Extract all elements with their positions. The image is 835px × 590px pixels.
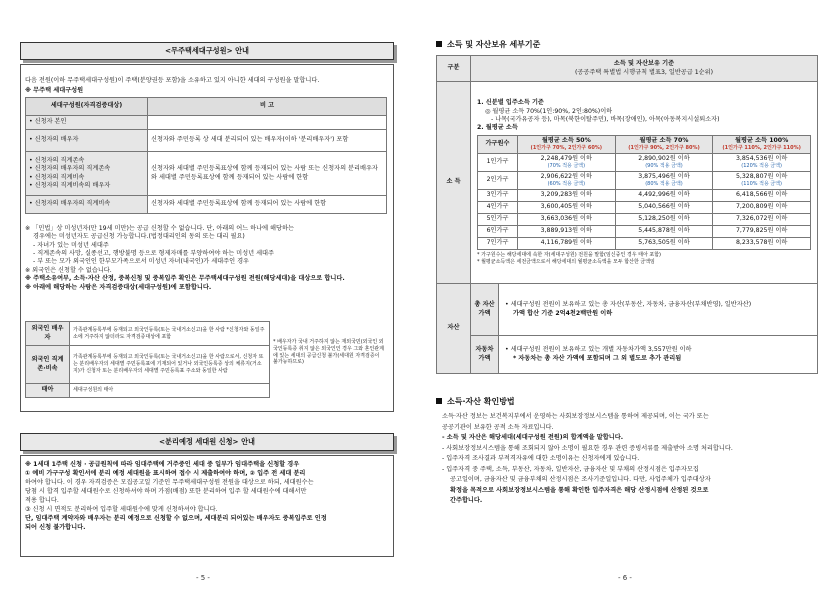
foreign-label: 태아 bbox=[26, 384, 70, 398]
income-value: 3,889,913원 이하 bbox=[518, 226, 616, 238]
income-note: * 월평균소득액은 세전금액으로서 해당세대의 월평균소득액을 모두 합산한 금액임 bbox=[477, 258, 655, 265]
foreign-side-note: * 배우자가 국내 거주하지 않는 재외국민(외국인 외국인등록증 취지 않은 외국인인 경우 그와 혼인관계에 있는 세대의 공급신청 불가(세대원 자격검증이 불가능하므로) bbox=[273, 339, 384, 366]
box2-line: 적용 합니다. bbox=[25, 496, 59, 504]
square-bullet-icon bbox=[436, 398, 442, 404]
income-col-header: 월평균 소득 70% (1인가구 90%, 2인가구 80%) bbox=[615, 135, 713, 153]
income-value: 2,248,479원 이하 (70% 적용 금액) bbox=[518, 153, 616, 171]
box2-line: ① 예비 가구구성 확인서에 분리 예정 세대원을 표시하여 접수 시 제출하여야 하며, ② 입주 전 세대 분리 bbox=[25, 469, 306, 477]
table-row bbox=[26, 116, 387, 130]
box2-line: 하여야 합니다. 이 경우 자격검증은 모집공고일 기준인 무주택세대구성원 전원을 대상으로 하되, 세대원수는 bbox=[25, 478, 314, 486]
income-value: 6,418,566원 이하 bbox=[713, 190, 811, 202]
income-value: 3,600,405원 이하 bbox=[518, 202, 616, 214]
income-value: 5,328,807원 이하 (110% 적용 금액) bbox=[713, 172, 811, 190]
income-table bbox=[477, 135, 811, 250]
page-number: - 5 - bbox=[196, 574, 210, 582]
box2-line: 단, 임대주택 계약자와 배우자는 분리 예정으로 신청할 수 없으며, 세대분리 되어있는 배우자도 중복입주로 인정 bbox=[25, 514, 327, 522]
notes-block bbox=[25, 225, 389, 292]
def-line: - 나목(국가유공자 등), 마목(북한이탈주민), 바목(장애인), 아목(아동복지시설퇴소자) bbox=[491, 116, 720, 124]
income-value: 2,890,902원 이하 (90% 적용 금액) bbox=[615, 153, 713, 171]
household-size: 3인가구 bbox=[478, 190, 518, 202]
square-bullet-icon bbox=[436, 41, 442, 47]
page-6 bbox=[418, 0, 835, 590]
household-size: 7인가구 bbox=[478, 238, 518, 250]
section1-heading bbox=[436, 40, 540, 51]
box2-line: ③ 신청 시 면적도 분리하여 입주할 세대원수에 맞게 신청하셔야 합니다. bbox=[25, 505, 218, 513]
check-line: 확정을 목적으로 사회보장정보시스템을 통해 확인한 입주자격은 해당 산정시점에 산정된 것으로 bbox=[450, 486, 709, 494]
table-row bbox=[26, 130, 387, 152]
income-note: * 가구원수는 해당세대에 속한 자(세대구성원) 전원을 말함(임신중인 경우 태아 포함) bbox=[477, 252, 662, 259]
note-line: ※ 「민법」상 미성년자(만 19세 미만)는 공급 신청할 수 없습니다. 단, 아래의 어느 하나에 해당하는 bbox=[25, 225, 294, 232]
section2-title: 소득·자산 확인방법 bbox=[447, 397, 515, 406]
note-line: 경우에는 미성년자도 공급신청 가능합니다.(법정대리인의 동의 또는 대리 필요) bbox=[33, 233, 245, 241]
table-row bbox=[478, 172, 811, 190]
income-value: 5,445,878원 이하 bbox=[615, 226, 713, 238]
income-col-header: 월평균 소득 50% (1인가구 70%, 2인가구 60%) bbox=[518, 135, 616, 153]
household-size: 6인가구 bbox=[478, 226, 518, 238]
member-note: 신청자와 세대별 주민등록표상에 함께 등재되어 있는 사람에 한함 bbox=[148, 196, 387, 214]
household-size: 1인가구 bbox=[478, 153, 518, 171]
car-line: • 세대구성원 전원이 보유하고 있는 개별 자동차가액 3,557만원 이하 bbox=[505, 346, 692, 354]
foreign-text: 가족관계등록부에 등재되고 외국인등록(또는 국내거소신고)을 한 사람으로서, 신청자 또는 분리배우자의 세대별 주민등록표에 기재되어 있거나 외국인등록증 상의 체류지(거소지)가 신청자 또는 분리배우자의 세대별 주민등록표 주소와 동일한 사람 bbox=[70, 346, 270, 384]
income-value: 7,200,809원 이하 bbox=[713, 202, 811, 214]
section1-title: 소득 및 자산보유 세부기준 bbox=[447, 40, 541, 49]
member-who-line: • 신청자의 직계존속 bbox=[29, 156, 85, 164]
check-line: 간주합니다. bbox=[450, 497, 483, 505]
income-value: 5,040,566원 이하 bbox=[615, 202, 713, 214]
check-line: - 입주자격 조사결과 부적격자유에 대한 소명이유는 신청자에게 있습니다. bbox=[442, 455, 640, 463]
income-value: 2,906,622원 이하 (60% 적용 금액) bbox=[518, 172, 616, 190]
table-row bbox=[478, 226, 811, 238]
member-table-header: 비 고 bbox=[148, 98, 387, 116]
box2-body bbox=[25, 461, 389, 533]
page-number: - 6 - bbox=[618, 574, 632, 582]
table-row bbox=[478, 238, 811, 250]
table-row bbox=[478, 214, 811, 226]
income-label: 소 득 bbox=[437, 82, 471, 284]
def-line: ◎ 월평균 소득 70%(1인:90%, 2인:80%)이하 bbox=[485, 107, 613, 115]
foreign-table bbox=[25, 321, 387, 398]
member-who: • 신청자의 배우자의 직계비속 bbox=[26, 196, 148, 214]
income-value: 3,875,496원 이하 (80% 적용 금액) bbox=[615, 172, 713, 190]
income-value: 8,233,578원 이하 bbox=[713, 238, 811, 250]
car-cell bbox=[499, 336, 818, 374]
note-line: ※ 아래에 해당하는 사람은 자격검증대상(세대구성원)에 포함합니다. bbox=[25, 283, 212, 291]
income-value: 5,763,505원 이하 bbox=[615, 238, 713, 250]
foreign-text: 세대구성원의 태아 bbox=[70, 384, 270, 398]
household-size: 2인가구 bbox=[478, 172, 518, 190]
member-who-line: • 신청자의 직계비속의 배우자 bbox=[29, 181, 111, 189]
box1-frame bbox=[20, 64, 394, 412]
income-col-header: 월평균 소득 100% (1인가구 110%, 2인가구 110%) bbox=[713, 135, 811, 153]
check-line: - 소득 및 자산은 해당세대(세대구성원 전원)의 합계액을 말합니다. bbox=[442, 434, 624, 442]
income-value: 7,779,825원 이하 bbox=[713, 226, 811, 238]
member-table-header: 세대구성원(자격검증대상) bbox=[26, 98, 148, 116]
income-value: 3,209,283원 이하 bbox=[518, 190, 616, 202]
car-line: * 자동차는 총 자산 가액에 포함되며 그 외 별도로 추가 관리됨 bbox=[513, 354, 682, 362]
note-line: - 부 또는 모가 외국인인 한부모가족으로서 미성년 자녀(내국인)가 세대주인 경우 bbox=[33, 258, 250, 266]
def-line: 2. 월평균 소득 bbox=[477, 124, 518, 132]
box2-line: ※ 1세대 1주택 신청 · 공급원칙에 따라 임대주택에 거주중인 세대 중 일부가 임대주택을 신청할 경우 bbox=[25, 461, 300, 468]
foreign-label: 외국인 배우자 bbox=[26, 322, 70, 346]
table-row bbox=[26, 384, 388, 398]
household-size: 5인가구 bbox=[478, 214, 518, 226]
member-who-line: • 신청자의 배우자의 직계존속 bbox=[29, 165, 111, 173]
box1-title: <무주택세대구성원> 안내 bbox=[20, 42, 394, 60]
car-label: 자동차 가액 bbox=[471, 336, 499, 374]
note-line: - 직계존속의 사망, 실종선고, 행방불명 등으로 형제자매를 부양하여야 하는 미성년 세대주 bbox=[33, 250, 275, 258]
income-value: 4,492,996원 이하 bbox=[615, 190, 713, 202]
check-line: 공공기관이 보유한 공적 소득 자료입니다. bbox=[442, 423, 554, 431]
total-asset-line: 가액 합산 기준 2억4천2백만원 이하 bbox=[513, 309, 613, 317]
income-col-header: 가구원수 bbox=[478, 135, 518, 153]
note-line: - 자녀가 있는 미성년 세대주 bbox=[33, 241, 109, 249]
member-who: • 신청자의 배우자 bbox=[26, 130, 148, 152]
check-line: - 입주자격 중 주택, 소득, 부동산, 자동차, 일반자산, 금융자산 및 부채의 산정시점은 입주자모집 bbox=[442, 465, 699, 473]
check-method-body bbox=[442, 412, 820, 507]
box2-line: 되어 신청 불가합니다. bbox=[25, 523, 86, 531]
household-size: 4인가구 bbox=[478, 202, 518, 214]
total-asset-line: • 세대구성원 전원이 보유하고 있는 총 자산(부동산, 자동차, 금융자산(부채반영), 일반자산) bbox=[505, 301, 752, 309]
income-value: 3,854,536원 이하 (120% 적용 금액) bbox=[713, 153, 811, 171]
income-value: 4,116,789원 이하 bbox=[518, 238, 616, 250]
income-value: 3,663,036원 이하 bbox=[518, 214, 616, 226]
check-line: - 사회보장정보시스템을 통해 조회되지 않아 소명이 필요한 경우 관련 증빙서류를 제출받아 소명 처리합니다. bbox=[442, 444, 733, 452]
box2-title: <분리예정 세대원 신청> 안내 bbox=[20, 433, 394, 451]
foreign-text: 가족관계등록부에 등재되고 외국인등록(또는 국내거소신고)을 한 사람 *신청자와 동일주소에 거주하지 않더라도 자격검증대상에 포함 bbox=[70, 322, 270, 346]
col-header-standard bbox=[471, 56, 818, 82]
note-line: ※ 외국인은 신청할 수 없습니다. bbox=[25, 266, 112, 274]
income-asset-table bbox=[436, 55, 818, 374]
note-line: ※ 주택소유여부, 소득·자산 산정, 중복신청 및 중복입주 확인은 무주택세대구성원 전원(해당세대)을 대상으로 합니다. bbox=[25, 275, 345, 283]
col-header-category: 구분 bbox=[437, 56, 471, 82]
asset-label: 자산 bbox=[437, 284, 471, 374]
table-row bbox=[26, 152, 387, 196]
standard-title: 소득 및 자산보유 기준 bbox=[613, 60, 675, 68]
total-asset-label: 총 자산 가액 bbox=[471, 284, 499, 336]
check-line: 공고일이며, 금융자산 및 금융부채의 산정시점은 조사기준일입니다. 다만, 사업주체가 입주대상자 bbox=[450, 476, 711, 484]
def-line: 1. 신분별 입주소득 기준 bbox=[477, 99, 544, 107]
box2-frame bbox=[20, 455, 394, 557]
intro-text: 다음 전원(이하 무주택세대구성원)이 주택(분양권등 포함)을 소유하고 있지 아니한 세대의 구성원을 말합니다. bbox=[25, 77, 320, 84]
foreign-label: 외국인 직계존·비속 bbox=[26, 346, 70, 384]
check-line: 소득·자산 정보는 보건복지부에서 운영하는 사회보장정보시스템을 통하여 제공되며, 이는 국가 또는 bbox=[442, 413, 709, 420]
income-value: 5,128,250원 이하 bbox=[615, 214, 713, 226]
table-row bbox=[26, 196, 387, 214]
section2-heading bbox=[436, 397, 515, 408]
table-row bbox=[26, 322, 388, 346]
member-note bbox=[148, 116, 387, 130]
member-who: • 신청자 본인 bbox=[26, 116, 148, 130]
total-asset-cell bbox=[499, 284, 818, 336]
member-note: 신청자와 주민등록 상 세대 분리되어 있는 배우자(이하 '분리배우자') 포함 bbox=[148, 130, 387, 152]
table-row bbox=[478, 190, 811, 202]
member-who bbox=[26, 152, 148, 196]
member-who-line: • 신청자의 직계비속 bbox=[29, 173, 85, 181]
income-value: 7,326,072원 이하 bbox=[713, 214, 811, 226]
standard-subtitle: (공공주택 특별법 시행규칙 별표3, 일반공급 1순위) bbox=[574, 68, 714, 76]
member-table bbox=[25, 97, 387, 214]
income-cell bbox=[471, 82, 818, 284]
table-row bbox=[478, 202, 811, 214]
member-note: 신청자와 세대별 주민등록표상에 함께 등재되어 있는 사람 또는 신청자의 분리배우자와 세대별 주민등록표상에 함께 등재되어 있는 사람에 한함 bbox=[148, 152, 387, 196]
member-heading: ※ 무주택 세대구성원 bbox=[25, 87, 84, 94]
box2-line: 당첨 시 합격 입주할 세대원수로 신청하셔야 하며 가점(배점) 또한 분리하여 입주 할 세대원수에 대해서만 bbox=[25, 487, 307, 495]
table-row bbox=[478, 153, 811, 171]
